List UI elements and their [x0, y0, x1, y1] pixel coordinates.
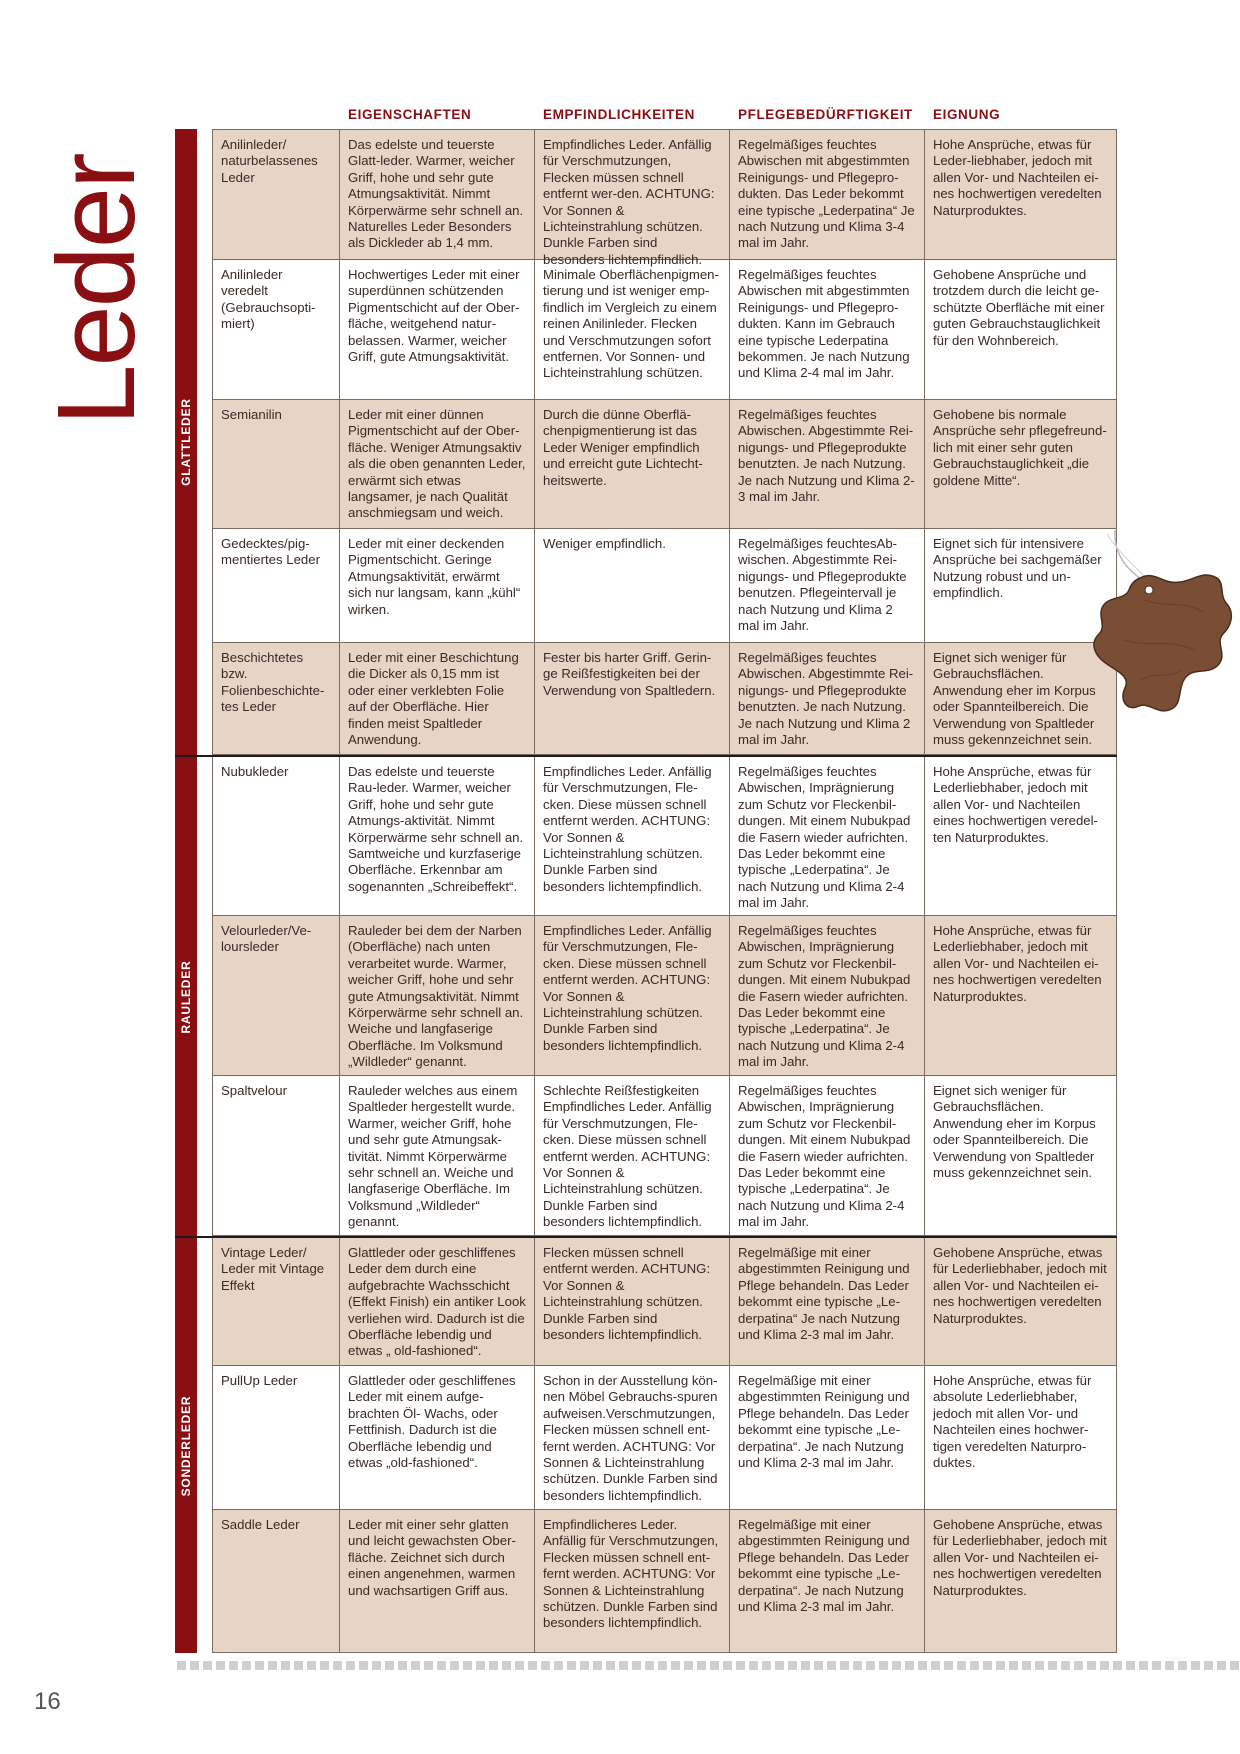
cell-eigenschaften: Rauleder welches aus einem Spaltleder hergestellt wurde. Warmer, weicher Griff, hohe und sehr gute Atmungsak-tivität. Nimmt Körperwärme sehr schnell an. Weiche und langfaserige Oberfläche. Im Volksmund „Wildleder“ genannt.	[340, 1076, 535, 1236]
leather-comparison-table	[175, 129, 1117, 1653]
cell-pflege: Regelmäßige mit einer abgestimmten Reinigung und Pflege behandeln. Das Leder bekommt eine typische „Le-derpatina“ Je nach Nutzung und Klima 2-3 mal im Jahr.	[730, 1238, 925, 1366]
cell-pflege: Regelmäßiges feuchtes Abwischen mit abgestimmten Reinigungs- und Pflegepro-dukten. Das Leder bekommt eine typische „Lederpatina“ Je nach Nutzung und Klima 3-4 mal im Jahr.	[730, 129, 925, 260]
leather-hide-icon	[1085, 530, 1235, 720]
table-row	[212, 916, 1117, 1076]
group-glattleder	[175, 129, 1117, 755]
table-row	[212, 129, 1117, 267]
group-bar-rauleder	[175, 757, 197, 1236]
leather-type: Nubukleder	[212, 757, 340, 916]
cell-eigenschaften: Das edelste und teuerste Glatt-leder. Warmer, weicher Griff, hohe und sehr gute Atmungsaktivität. Nimmt Körperwärme sehr schnell an. Naturelles Leder Besonders als Dickleder ab 1,4 mm.	[340, 129, 535, 260]
group-label: GLATTLEDER	[179, 398, 193, 486]
cell-eigenschaften: Glattleder oder geschliffenes Leder mit einem aufge-brachten Öl- Wachs, oder Fettfinish. Dadurch ist die Oberfläche lebendig und etwas „old-fashioned“.	[340, 1366, 535, 1510]
cell-eigenschaften: Leder mit einer Beschichtung die Dicker als 0,15 mm ist oder einer verklebten Folie auf der Oberfläche. Hier finden meist Spaltleder Anwendung.	[340, 643, 535, 755]
cell-eignung: Hohe Ansprüche, etwas für absolute Lederliebhaber, jedoch mit allen Vor- und Nachteilen eines hochwer-tigen veredelten Naturpro-duktes.	[925, 1366, 1117, 1510]
cell-eigenschaften: Das edelste und teuerste Rau-leder. Warmer, weicher Griff, hohe und sehr gute Atmungs-aktivität. Nimmt Körperwärme sehr schnell an. Samtweiche und kurzfaserige Oberfläche. Erkennbar am sogenannten „Schreibeffekt“.	[340, 757, 535, 916]
group-label: SONDERLEDER	[179, 1395, 193, 1496]
cell-pflege: Regelmäßiges feuchtes Abwischen, Imprägnierung zum Schutz vor Fleckenbil-dungen. Mit einem Nubukpad die Fasern wieder aufrichten. Das Leder bekommt eine typische „Lederpatina“. Je nach Nutzung und Klima 2-4 mal im Jahr.	[730, 1076, 925, 1236]
cell-eignung: Hohe Ansprüche, etwas für Lederliebhaber, jedoch mit allen Vor- und Nachteilen eines hochwertigen veredel-ten Naturproduktes.	[925, 757, 1117, 916]
leather-type: Vintage Leder/ Leder mit Vintage Effekt	[212, 1238, 340, 1366]
cell-empfindlichkeiten: Schlechte Reißfestigkeiten Empfindliches Leder. Anfällig für Verschmutzungen, Fle-cken. Diese müssen schnell entfernt werden. ACHTUNG: Vor Sonnen & Lichteinstrahlung schützen. Dunkle Farben sind besonders lichtempfindlich.	[535, 1076, 730, 1236]
table-row	[212, 1366, 1117, 1510]
column-header-empfindlichkeiten: EMPFINDLICHKEITEN	[543, 107, 695, 122]
cell-empfindlichkeiten: Weniger empfindlich.	[535, 529, 730, 643]
cell-empfindlichkeiten: Empfindliches Leder. Anfällig für Verschmutzungen, Fle-cken. Diese müssen schnell entfernt werden. ACHTUNG: Vor Sonnen & Lichteinstrahlung schützen. Dunkle Farben sind besonders lichtempfindlich.	[535, 916, 730, 1076]
cell-pflege: Regelmäßige mit einer abgestimmten Reinigung und Pflege behandeln. Das Leder bekommt eine typische „Le-derpatina“. Je nach Nutzung und Klima 2-3 mal im Jahr.	[730, 1510, 925, 1653]
cell-eignung: Gehobene Ansprüche, etwas für Lederliebhaber, jedoch mit allen Vor- und Nachteilen ei-nes hochwertigen veredelten Naturproduktes.	[925, 1238, 1117, 1366]
column-header-eigenschaften: EIGENSCHAFTEN	[348, 107, 472, 122]
leather-type: Gedecktes/pig-mentiertes Leder	[212, 529, 340, 643]
cell-empfindlichkeiten: Empfindliches Leder. Anfällig für Verschmutzungen, Fle-cken. Diese müssen schnell entfernt werden. ACHTUNG: Vor Sonnen & Lichteinstrahlung schützen. Dunkle Farben sind besonders lichtempfindlich.	[535, 757, 730, 916]
cell-eigenschaften: Leder mit einer sehr glatten und leicht gewachsten Ober-fläche. Zeichnet sich durch einen angenehmen, warmen und wachsartigen Griff aus.	[340, 1510, 535, 1653]
leather-type: Anilinleder/ naturbelassenes Leder	[212, 129, 340, 260]
cell-eignung: Eignet sich weniger für Gebrauchsflächen. Anwendung eher im Korpus oder Spannteilbereich. Die Verwendung von Spaltleder muss gekennzeichnet sein.	[925, 1076, 1117, 1236]
group-sonderleder	[175, 1236, 1117, 1653]
cell-eignung: Gehobene Ansprüche, etwas für Lederliebhaber, jedoch mit allen Vor- und Nachteilen ei-nes hochwertigen veredelten Naturproduktes.	[925, 1510, 1117, 1653]
group-bar-sonderleder	[175, 1238, 197, 1653]
leather-type: PullUp Leder	[212, 1366, 340, 1510]
cell-eignung: Eignet sich für intensivere Ansprüche bei sachgemäßer Nutzung robust und un-empfindlich.	[925, 529, 1117, 643]
cell-eigenschaften: Leder mit einer deckenden Pigmentschicht. Geringe Atmungsaktivität, erwärmt sich nur langsam, kann „kühl“ wirken.	[340, 529, 535, 643]
cell-pflege: Regelmäßiges feuchtes Abwischen, Imprägnierung zum Schutz vor Fleckenbil-dungen. Mit einem Nubukpad die Fasern wieder aufrichten. Das Leder bekommt eine typische „Lederpatina“. Je nach Nutzung und Klima 2-4 mal im Jahr.	[730, 757, 925, 916]
table-row	[212, 643, 1117, 755]
leather-type: Beschichtetes bzw. Folienbeschichte-tes Leder	[212, 643, 340, 755]
cell-empfindlichkeiten: Empfindlicheres Leder. Anfällig für Verschmutzungen, Flecken müssen schnell ent-fernt werden. ACHTUNG: Vor Sonnen & Lichteinstrahlung schützen. Dunkle Farben sind besonders lichtempfindlich.	[535, 1510, 730, 1653]
column-header-eignung: EIGNUNG	[933, 107, 1001, 122]
footer-dotted-rule	[177, 1661, 1240, 1671]
table-row	[212, 260, 1117, 400]
group-rauleder	[175, 755, 1117, 1236]
cell-empfindlichkeiten: Flecken müssen schnell entfernt werden. ACHTUNG: Vor Sonnen & Lichteinstrahlung schützen. Dunkle Farben sind besonders lichtempfindlich.	[535, 1238, 730, 1366]
cell-pflege: Regelmäßiges feuchtes Abwischen. Abgestimmte Rei-nigungs- und Pflegeprodukte benutzten. Je nach Nutzung. Je nach Nutzung und Klima 2-3 mal im Jahr.	[730, 400, 925, 529]
leather-type: Saddle Leder	[212, 1510, 340, 1653]
cell-eignung: Hohe Ansprüche, etwas für Leder-liebhaber, jedoch mit allen Vor- und Nachteilen ei-nes hochwertigen veredelten Naturproduktes.	[925, 129, 1117, 260]
page-number: 16	[34, 1688, 61, 1715]
table-row	[212, 1510, 1117, 1653]
cell-eignung: Eignet sich weniger für Gebrauchsflächen. Anwendung eher im Korpus oder Spannteilbereich. Die Verwendung von Spaltleder muss gekennzeichnet sein.	[925, 643, 1117, 755]
cell-eigenschaften: Glattleder oder geschliffenes Leder dem durch eine aufgebrachte Wachsschicht (Effekt Finish) ein antiker Look verliehen wird. Dadurch ist die Oberfläche lebendig und etwas „ old-fashioned“.	[340, 1238, 535, 1366]
cell-pflege: Regelmäßiges feuchtes Abwischen. Abgestimmte Rei-nigungs- und Pflegeprodukte benutzten. Je nach Nutzung. Je nach Nutzung und Klima 2 mal im Jahr.	[730, 643, 925, 755]
column-header-pflegebeduerftigkeit: PFLEGEBEDÜRFTIGKEIT	[738, 107, 913, 122]
cell-eignung: Hohe Ansprüche, etwas für Lederliebhaber, jedoch mit allen Vor- und Nachteilen ei-nes hochwertigen veredelten Naturproduktes.	[925, 916, 1117, 1076]
table-row	[212, 1238, 1117, 1366]
cell-eigenschaften: Rauleder bei dem der Narben (Oberfläche) nach unten verarbeitet wurde. Warmer, weicher Griff, hohe und sehr gute Atmungsaktivität. Nimmt Körperwärme sehr schnell an. Weiche und langfaserige Oberfläche. Im Volksmund „Wildleder“ genannt.	[340, 916, 535, 1076]
table-row	[212, 1076, 1117, 1236]
cell-empfindlichkeiten: Fester bis harter Griff. Gerin-ge Reißfestigkeiten bei der Verwendung von Spaltledern.	[535, 643, 730, 755]
cell-pflege: Regelmäßiges feuchtes Abwischen mit abgestimmten Reinigungs- und Pflegepro-dukten. Kann im Gebrauch eine typische Lederpatina bekommen. Je nach Nutzung und Klima 2-4 mal im Jahr.	[730, 260, 925, 400]
leather-type: Velourleder/Ve-loursleder	[212, 916, 340, 1076]
cell-eigenschaften: Leder mit einer dünnen Pigmentschicht auf der Ober-fläche. Weniger Atmungsaktiv als die oben genannten Leder, erwärmt sich etwas langsamer, je nach Qualität anschmiegsam und weich.	[340, 400, 535, 529]
table-row	[212, 400, 1117, 529]
group-label: RAULEDER	[179, 959, 193, 1034]
cell-empfindlichkeiten: Minimale Oberflächenpigmen-tierung und ist weniger emp-findlich im Vergleich zu einem reinen Anilinleder. Flecken und Verschmutzungen sofort entfernen. Vor Sonnen- und Lichteinstrahlung schützen.	[535, 260, 730, 400]
group-bar-glattleder	[175, 129, 197, 755]
cell-eigenschaften: Hochwertiges Leder mit einer superdünnen schützenden Pigmentschicht auf der Ober-fläche, weitgehend natur-belassen. Warmer, weicher Griff, gute Atmungsaktivität.	[340, 260, 535, 400]
cell-empfindlichkeiten: Empfindliches Leder. Anfällig für Verschmutzungen, Flecken müssen schnell entfernt wer-den. ACHTUNG: Vor Sonnen & Lichteinstrahlung schützen. Dunkle Farben sind besonders lichtempfindlich.	[535, 129, 730, 260]
page-title-text: Leder	[35, 154, 158, 426]
leather-type: Spaltvelour	[212, 1076, 340, 1236]
table-row	[212, 529, 1117, 643]
leather-type: Semianilin	[212, 400, 340, 529]
table-row	[212, 757, 1117, 916]
cell-eignung: Gehobene Ansprüche und trotzdem durch die leicht ge-schützte Oberfläche mit einer guten Gebrauchstauglichkeit für den Wohnbereich.	[925, 260, 1117, 400]
cell-empfindlichkeiten: Schon in der Ausstellung kön-nen Möbel Gebrauchs-spuren aufweisen.Verschmutzungen, Flecken müssen schnell ent-fernt werden. ACHTUNG: Vor Sonnen & Lichteinstrahlung schützen. Dunkle Farben sind besonders lichtempfindlich.	[535, 1366, 730, 1510]
cell-pflege: Regelmäßiges feuchtes Abwischen, Imprägnierung zum Schutz vor Fleckenbil-dungen. Mit einem Nubukpad die Fasern wieder aufrichten. Das Leder bekommt eine typische „Lederpatina“. Je nach Nutzung und Klima 2-4 mal im Jahr.	[730, 916, 925, 1076]
cell-pflege: Regelmäßiges feuchtesAb-wischen. Abgestimmte Rei-nigungs- und Pflegeprodukte benutzen. Pflegeintervall je nach Nutzung und Klima 2 mal im Jahr.	[730, 529, 925, 643]
cell-pflege: Regelmäßige mit einer abgestimmten Reinigung und Pflege behandeln. Das Leder bekommt eine typische „Le-derpatina“. Je nach Nutzung und Klima 2-3 mal im Jahr.	[730, 1366, 925, 1510]
page-title	[35, 130, 158, 450]
leather-type: Anilinleder veredelt (Gebrauchsopti-miert)	[212, 260, 340, 400]
cell-eignung: Gehobene bis normale Ansprüche sehr pflegefreund-lich mit einer sehr guten Gebrauchstauglichkeit „die goldene Mitte“.	[925, 400, 1117, 529]
cell-empfindlichkeiten: Durch die dünne Oberflä-chenpigmentierung ist das Leder Weniger empfindlich und erreicht gute Lichtecht-heitswerte.	[535, 400, 730, 529]
